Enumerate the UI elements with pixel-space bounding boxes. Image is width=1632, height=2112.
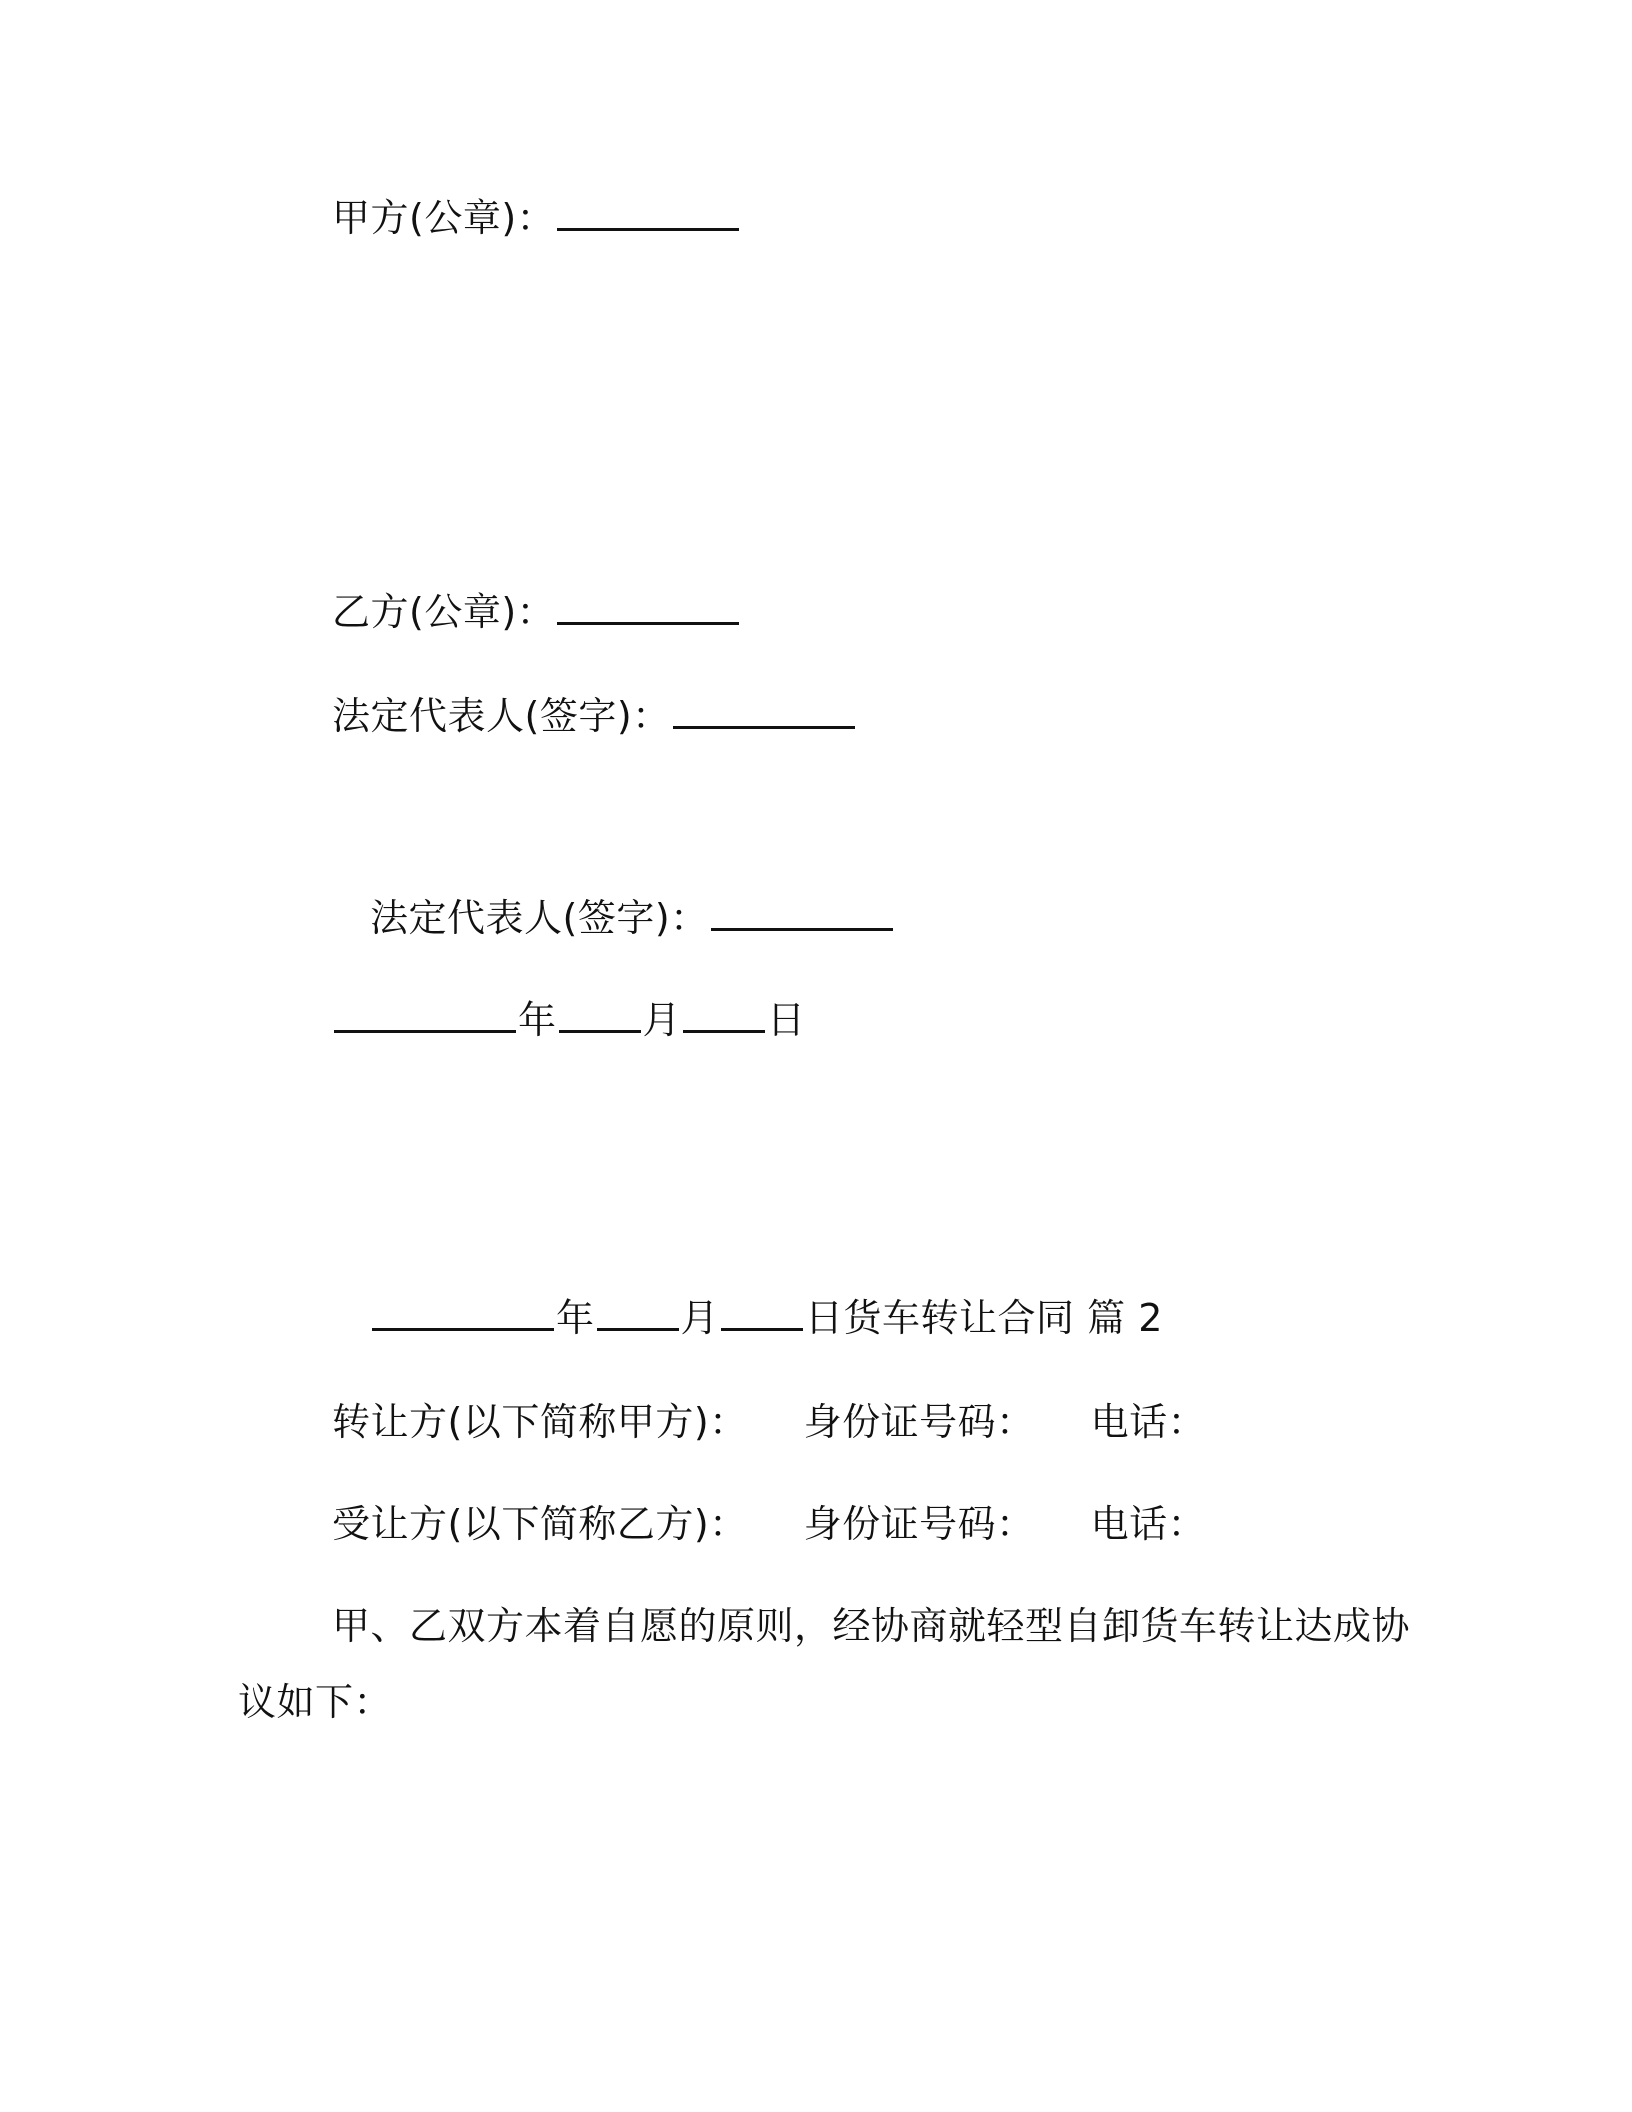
- party-b-seal-label: 乙方(公章)：: [332, 590, 556, 634]
- date-year-blank[interactable]: [334, 996, 516, 1033]
- party-b-seal-blank[interactable]: [557, 588, 739, 625]
- date-day-blank[interactable]: [683, 996, 765, 1033]
- intro-text-2: 议如下：: [238, 1680, 393, 1724]
- title-year-blank[interactable]: [372, 1294, 554, 1331]
- transferor-label: 转让方(以下简称甲方)：: [332, 1400, 748, 1444]
- party-a-seal-blank[interactable]: [557, 194, 739, 231]
- party-a-seal-line: [332, 194, 741, 242]
- legal-rep-line-2: [370, 894, 895, 942]
- transferor-phone-label: 电话：: [1090, 1400, 1207, 1444]
- legal-rep-blank-1[interactable]: [673, 692, 855, 729]
- date-day-label: 日: [767, 998, 806, 1042]
- section2-title-line: [370, 1294, 1163, 1342]
- intro-text-1: 甲、乙双方本着自愿的原则，经协商就轻型自卸货车转让达成协: [332, 1604, 1411, 1648]
- transferee-id-label: 身份证号码：: [803, 1502, 1035, 1546]
- date-month-label: 月: [642, 998, 682, 1042]
- transferor-line: [332, 1398, 1206, 1446]
- legal-rep-label-1: 法定代表人(签字)：: [332, 694, 671, 738]
- transferee-label: 受让方(以下简称乙方)：: [332, 1502, 748, 1546]
- transferee-phone-label: 电话：: [1090, 1502, 1207, 1546]
- signature-date-line: [332, 996, 806, 1044]
- intro-paragraph-line-2: [238, 1678, 392, 1726]
- title-day-blank[interactable]: [721, 1294, 803, 1331]
- transferee-line: [332, 1500, 1206, 1548]
- section2-title: 日货车转让合同 篇 2: [805, 1296, 1163, 1340]
- title-month-blank[interactable]: [597, 1294, 679, 1331]
- title-year-label: 年: [556, 1296, 595, 1340]
- transferor-id-label: 身份证号码：: [803, 1400, 1035, 1444]
- date-month-blank[interactable]: [559, 996, 641, 1033]
- legal-rep-label-2: 法定代表人(签字)：: [370, 896, 709, 940]
- intro-paragraph-line-1: [332, 1602, 1410, 1650]
- party-a-seal-label: 甲方(公章)：: [332, 196, 556, 240]
- legal-rep-blank-2[interactable]: [711, 894, 893, 931]
- legal-rep-line-1: [332, 692, 857, 740]
- party-b-seal-line: [332, 588, 741, 636]
- date-year-label: 年: [518, 998, 557, 1042]
- title-month-label: 月: [680, 1296, 720, 1340]
